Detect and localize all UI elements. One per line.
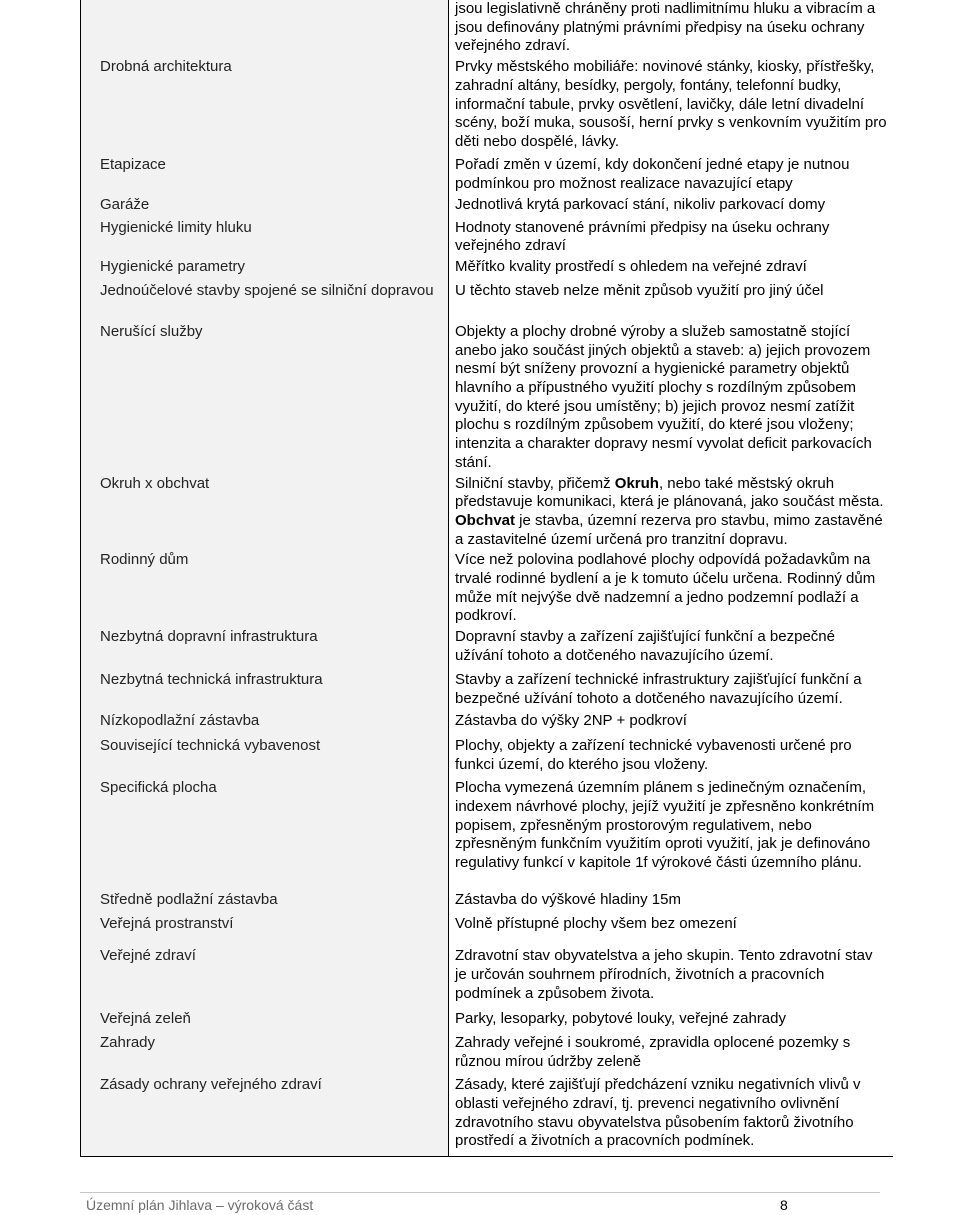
term-cell: Nízkopodlažní zástavba	[81, 712, 449, 737]
bold-term-obchvat: Obchvat	[455, 511, 516, 529]
table-row	[81, 947, 894, 1010]
definition-cell: Zdravotní stav obyvatelstva a jeho skupin. Tento zdravotní stav je určován souhrnem přírodních, životních a pracovních podmínek a způsobem života.	[455, 947, 873, 1002]
definition-cell: Parky, lesoparky, pobytové louky, veřejné zahrady	[455, 1010, 786, 1028]
definition-cell: Jednotlivá krytá parkovací stání, nikoliv parkovací domy	[455, 195, 826, 213]
term-cell: Veřejná prostranství	[81, 915, 449, 947]
table-row	[81, 891, 894, 915]
definition-cell: Stavby a zařízení technické infrastruktury zajišťující funkční a bezpečné užívání tohoto a dotčeného navazujícího území.	[455, 671, 862, 707]
term-cell: Související technická vybavenost	[81, 737, 449, 779]
term-cell: Hygienické limity hluku	[81, 219, 449, 258]
table-row	[81, 282, 894, 323]
term-cell: Nerušící služby	[81, 323, 449, 475]
definition-cell: Zástavba do výšky 2NP + podkroví	[455, 712, 687, 730]
definition-cell: U těchto staveb nelze měnit způsob využití pro jiný účel	[455, 281, 824, 299]
definition-cell: Zásady, které zajišťují předcházení vzniku negativních vlivů v oblasti veřejného zdraví, tj. prevenci negativního ovlivnění zdravotního stavu obyvatelstva působením faktorů životního prostředí a životních a pracovních podmínek.	[449, 1076, 894, 1156]
definition-cell: jsou legislativně chráněny proti nadlimitnímu hluku a vibracím a jsou definovány platnými právními předpisy na úseku ochrany veřejného zdraví.	[455, 0, 876, 55]
definition-cell: Plocha vymezená územním plánem s jedinečným označením, indexem návrhové plochy, jejíž využití je zpřesněno konkrétním popisem, zpřesněným prostorovým regulativem, nebo zpřesněným funkčním využitím oproti využití, jak je definováno regulativy funkcí v kapitole 1f výrokové části územního plánu.	[455, 779, 875, 871]
table-row	[81, 58, 894, 156]
definition-cell: Prvky městského mobiliáře: novinové stánky, kiosky, přístřešky, zahradní altány, besídky, pergoly, fontány, telefonní budky, informační tabule, prvky osvětlení, lavičky, dále letní divadelní scény, boží muka, sousoší, herní prvky s venkovním využitím pro děti nebo dospělé, lávky.	[455, 58, 887, 150]
term-cell: Veřejné zdraví	[81, 947, 449, 1010]
table-row	[81, 475, 894, 552]
table-row	[81, 737, 894, 779]
definition-text: , nebo také městský okruh představuje komunikaci, která je plánovaná, jako součást města.	[455, 474, 884, 511]
definition-cell: Objekty a plochy drobné výroby a služeb samostatně stojící anebo jako součást jiných objektů a staveb: a) jejich provozem nesmí být sníženy provozní a hygienické parametry objektů hlavního a přípustného využití plochy s rozdílným způsobem využití, do které jsou umístěny; b) jejich provoz nesmí zatížit plochu s rozdílným způsobem využití, do které jsou vloženy; intenzita a charakter dopravy nesmí vyvolat deficit parkovacích stání.	[455, 322, 872, 471]
definition-cell: Plochy, objekty a zařízení technické vybavenosti určené pro funkci území, do kterého jsou vloženy.	[455, 737, 852, 773]
term-cell: Zahrady	[81, 1034, 449, 1076]
term-cell: Nezbytná dopravní infrastruktura	[81, 628, 449, 671]
definition-cell: Měřítko kvality prostředí s ohledem na veřejné zdraví	[455, 257, 807, 275]
definition-cell: Pořadí změn v území, kdy dokončení jedné etapy je nutnou podmínkou pro možnost realizace navazující etapy	[455, 156, 850, 192]
table-row	[81, 551, 894, 628]
definition-cell: Volně přístupné plochy všem bez omezení	[455, 915, 737, 933]
term-cell: Drobná architektura	[81, 58, 449, 156]
term-cell	[81, 0, 449, 58]
term-cell: Specifická plocha	[81, 779, 449, 891]
footer-title: Územní plán Jihlava – výroková část	[86, 1197, 314, 1213]
term-cell: Okruh x obchvat	[81, 475, 449, 552]
page-number: 8	[780, 1197, 788, 1213]
table-row	[81, 258, 894, 282]
term-cell: Zásady ochrany veřejného zdraví	[81, 1076, 449, 1156]
term-cell: Nezbytná technická infrastruktura	[81, 671, 449, 712]
table-row	[81, 219, 894, 258]
table-row	[81, 628, 894, 671]
table-row	[81, 323, 894, 475]
table-row	[81, 0, 894, 58]
term-cell: Etapizace	[81, 156, 449, 195]
table-row	[81, 1010, 894, 1034]
definition-text: Silniční stavby, přičemž	[455, 474, 615, 492]
table-row	[81, 915, 894, 947]
term-cell: Rodinný dům	[81, 551, 449, 628]
definition-cell: Dopravní stavby a zařízení zajišťující funkční a bezpečné užívání tohoto a dotčeného navazujícího území.	[455, 628, 835, 664]
table-row	[81, 779, 894, 891]
term-cell: Garáže	[81, 196, 449, 219]
definition-cell: Více než polovina podlahové plochy odpovídá požadavkům na trvalé rodinné bydlení a je k tomuto účelu určena. Rodinný dům může mít nejvýše dvě nadzemní a jedno podzemní podlaží a podkroví.	[455, 551, 876, 625]
table-row	[81, 1034, 894, 1076]
definition-cell: Zástavba do výškové hladiny 15m	[455, 891, 681, 909]
definition-cell: Zahrady veřejné i soukromé, zpravidla oplocené pozemky s různou mírou údržby zeleně	[455, 1034, 851, 1070]
footer-divider	[80, 1192, 880, 1193]
term-cell: Jednoúčelové stavby spojené se silniční dopravou	[81, 282, 449, 323]
table-row	[81, 156, 894, 195]
term-cell: Hygienické parametry	[81, 258, 449, 282]
table-row	[81, 1076, 894, 1156]
glossary-table	[80, 0, 893, 1157]
term-cell: Veřejná zeleň	[81, 1010, 449, 1034]
table-row	[81, 712, 894, 737]
term-cell: Středně podlažní zástavba	[81, 891, 449, 915]
table-row	[81, 196, 894, 219]
definition-text: je stavba, územní rezerva pro stavbu, mimo zastavěné a zastavitelné území určená pro tranzitní dopravu.	[455, 511, 883, 548]
definition-cell: Hodnoty stanovené právními předpisy na úseku ochrany veřejného zdraví	[455, 218, 830, 255]
definition-cell	[449, 475, 894, 552]
bold-term-okruh: Okruh	[614, 474, 659, 492]
table-row	[81, 671, 894, 712]
